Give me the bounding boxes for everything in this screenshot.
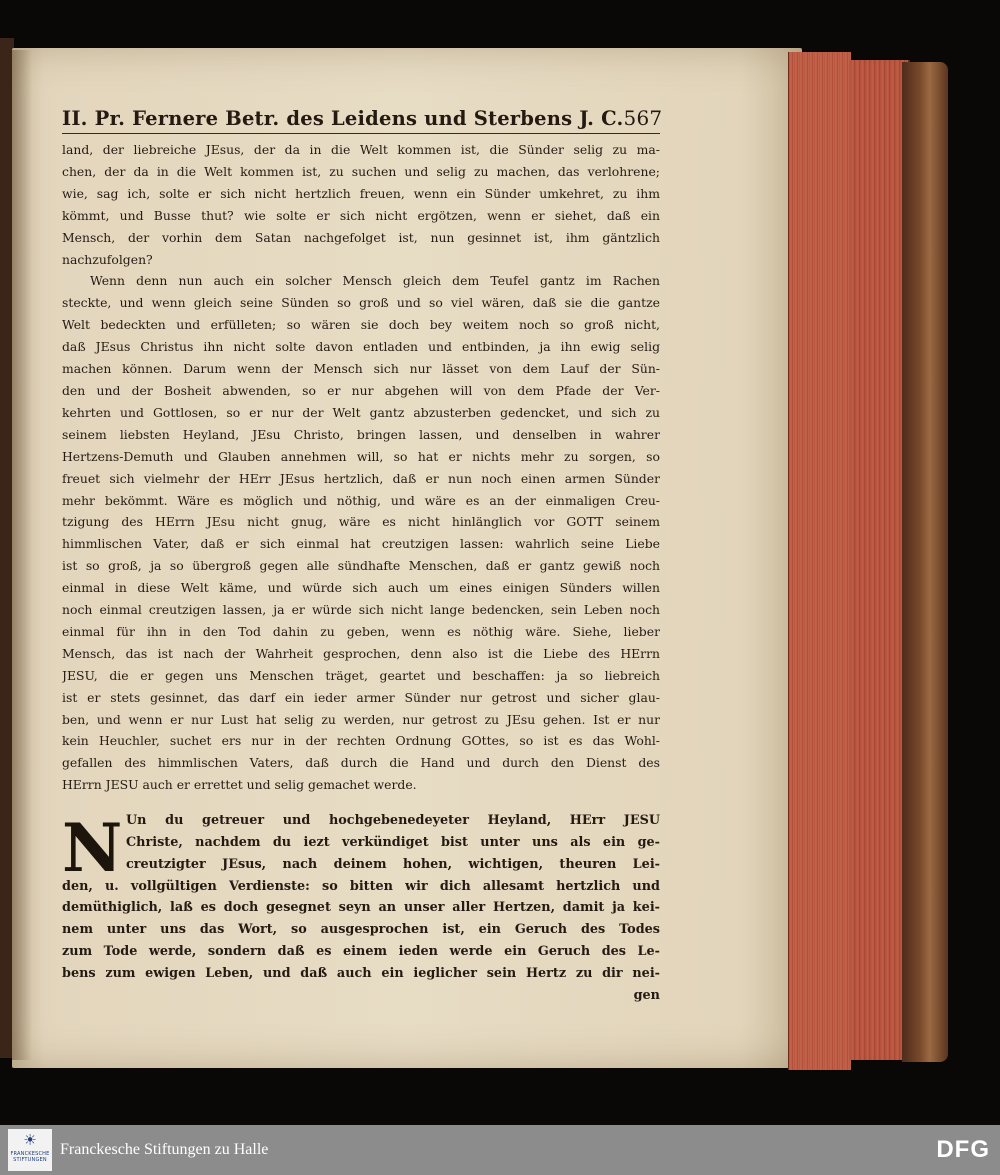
text-line: Mensch, der vorhin dem Satan nachgefolget ist, nun gesinnet ist, ihm gäntzlich — [62, 229, 660, 245]
page-edges-outer — [850, 60, 910, 1060]
prayer-line: demüthiglich, laß es doch gesegnet seyn an unser aller Hertzen, damit ja kei- — [62, 900, 660, 916]
prayer-line: Christe, nachdem du iezt verkündiget bist unter uns als ein ge- — [126, 834, 660, 850]
body-text — [62, 139, 660, 796]
running-head: II. Pr. Fernere Betr. des Leidens und Sterbens J. C. — [62, 107, 624, 130]
dfg-logo[interactable]: DFG — [936, 1136, 990, 1163]
institution-name[interactable]: Franckesche Stiftungen zu Halle — [60, 1141, 269, 1158]
prayer-line: zum Tode werde, sondern daß es einem ieden werde ein Geruch des Le- — [62, 943, 660, 959]
text-line: JESU, die er gegen uns Menschen träget, geartet und beschaffen: ja so liebreich — [62, 667, 660, 683]
institution-logo[interactable] — [8, 1129, 52, 1171]
text-line: Wenn denn nun auch ein solcher Mensch gleich dem Teufel gantz im Rachen — [90, 273, 660, 289]
book-cover-right — [902, 62, 948, 1062]
text-line: Welt bedeckten und erfülleten; so wären sie doch bey weitem noch so groß nicht, — [62, 317, 660, 333]
text-line: himmlischen Vater, daß er sich einmal hat creutzigen lassen: wahrlich seine Liebe — [62, 536, 660, 552]
text-line: einmal in diese Welt käme, und würde sich auch um eines einigen Sünders willen — [62, 580, 660, 596]
text-line: wie, sag ich, solte er sich nicht hertzlich freuen, wenn ein Sünder umkehret, zu ihm — [62, 185, 660, 201]
catchword: gen — [633, 987, 660, 1003]
text-line: land, der liebreiche JEsus, der da in die Welt kommen ist, die Sünder selig zu ma- — [62, 142, 660, 157]
text-line: Hertzens-Demuth und Glauben annehmen will, so hat er nichts mehr zu sorgen, so — [62, 448, 660, 464]
text-line: ben, und wenn er nur Lust hat selig zu werden, nur getrost zu JEsu gehen. Ist er nur — [62, 711, 660, 727]
prayer-line: creutzigter JEsus, nach deinem hohen, wichtigen, theuren Lei- — [126, 856, 660, 872]
drop-capital: N — [62, 809, 123, 888]
prayer-line: den, u. vollgültigen Verdienste: so bitten wir dich allesamt hertzlich und — [62, 878, 660, 894]
text-line: ist so groß, ja so übergroß gegen alle sündhafte Menschen, daß er gantz gewiß noch — [62, 558, 660, 574]
page-gutter-shadow — [12, 50, 32, 1060]
text-line: den und der Bosheit abwenden, so er nur abgehen will von dem Pfade der Ver- — [62, 382, 660, 398]
text-line: ist er stets gesinnet, das darf ein ieder armer Sünder nur getrost und sicher glau- — [62, 689, 660, 705]
text-line: einmal für ihn in den Tod dahin zu geben, wenn es nöthig wäre. Siehe, lieber — [62, 623, 660, 639]
text-line: nachzufolgen? — [62, 251, 153, 267]
running-header — [62, 106, 663, 130]
prayer-line: nem unter uns das Wort, so ausgesprochen ist, ein Geruch des Todes — [62, 922, 660, 938]
sun-emblem-icon: ☀ — [23, 1131, 37, 1149]
page-number: 567 — [623, 106, 663, 130]
text-line: chen, der da in die Welt kommen ist, zu suchen und selig zu machen, das verlohrene; — [62, 163, 660, 179]
text-line: machen können. Darum wenn der Mensch sich nur lässet von dem Lauf der Sün- — [62, 361, 660, 377]
text-line: kehrten und Gottlosen, so er nur der Welt gantz abzusterben gedencket, und sich zu — [62, 404, 660, 420]
text-line: mehr bekömmt. Wäre es möglich und nöthig, und wäre es an der einmaligen Creu- — [62, 492, 660, 508]
header-rule — [62, 133, 660, 134]
footer-bar — [0, 1125, 1000, 1175]
prayer-line: Un du getreuer und hochgebenedeyeter Heyland, HErr JESU — [126, 813, 660, 829]
logo-text: FRANCKESCHE STIFTUNGEN — [10, 1151, 50, 1163]
text-line: kein Heuchler, suchet ers nur in der rechten Ordnung GOttes, so ist es das Wohl- — [62, 733, 660, 749]
text-line: freuet sich vielmehr der HErr JEsus hertzlich, daß er nun noch einen armen Sünder — [62, 470, 660, 486]
page-edges — [788, 52, 851, 1070]
text-line: seinem liebsten Heyland, JEsu Christo, bringen lassen, und denselben in wahrer — [62, 426, 660, 442]
text-line: kömmt, und Busse thut? wie solte er sich nicht ergötzen, wenn er siehet, daß ein — [62, 207, 660, 223]
page-text — [62, 106, 663, 1006]
text-line: noch einmal creutzigen lassen, ja er würde sich nicht lange bedencken, sein Leben noch — [62, 602, 660, 618]
text-line: tzigung des HErrn JEsu nicht gnug, wäre es nicht hinlänglich vor GOTT seinem — [62, 514, 660, 530]
text-line: steckte, und wenn gleich seine Sünden so groß und so viel wären, daß sie die gantze — [62, 295, 660, 311]
prayer-paragraph — [62, 810, 660, 1006]
prayer-line: bens zum ewigen Leben, und daß auch ein ieglicher sein Hertz zu dir nei- — [62, 965, 660, 981]
text-line: gefallen des himmlischen Vaters, daß durch die Hand und durch den Dienst des — [62, 755, 660, 771]
text-line: HErrn JESU auch er errettet und selig gemachet werde. — [62, 777, 417, 793]
text-line: Mensch, das ist nach der Wahrheit gesprochen, denn also ist die Liebe des HErrn — [62, 645, 660, 661]
text-line: daß JEsus Christus ihn nicht solte davon entladen und entbinden, ja ihn ewig selig — [62, 339, 660, 355]
